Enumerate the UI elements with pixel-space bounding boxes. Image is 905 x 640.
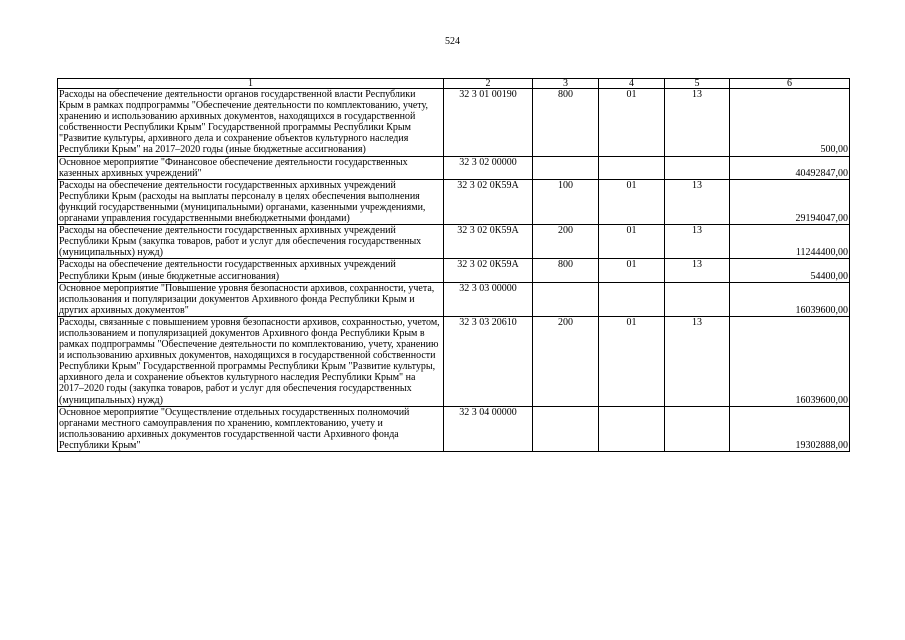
column-header: 4	[599, 79, 665, 89]
expense-type-code: 100	[533, 179, 599, 224]
column-header: 3	[533, 79, 599, 89]
expense-name: Расходы на обеспечение деятельности государственных архивных учреждений Республики Крым (расходы на выплаты персоналу в целях обеспечения выполнения функций государственными (муниципальными) органами, казенными учреждениями, органами управления государственными внебюджетными фондами)	[58, 179, 444, 224]
expense-type-code: 200	[533, 316, 599, 406]
expense-type-code: 800	[533, 259, 599, 282]
target-article-code: 32 3 01 00190	[444, 89, 533, 157]
column-header: 1	[58, 79, 444, 89]
table-row	[58, 282, 850, 316]
amount: 54400,00	[730, 259, 850, 282]
expense-name: Расходы на обеспечение деятельности государственных архивных учреждений Республики Крым (иные бюджетные ассигнования)	[58, 259, 444, 282]
page-number: 524	[445, 36, 460, 47]
column-header: 2	[444, 79, 533, 89]
expense-name: Расходы на обеспечение деятельности органов государственной власти Республики Крым в рамках подпрограммы "Обеспечение деятельности по комплектованию, учету, хранению и использованию архивных документов, находящихся в государственной собственности Республики Крым" Государственной программы Республики Крым "Развитие культуры, архивного дела и сохранение объектов культурного наследия Республики Крым" на 2017–2020 годы (иные бюджетные ассигнования)	[58, 89, 444, 157]
column-header: 6	[730, 79, 850, 89]
expense-type-code: 200	[533, 225, 599, 259]
amount: 40492847,00	[730, 156, 850, 179]
expense-type-code	[533, 282, 599, 316]
section-code: 01	[599, 89, 665, 157]
subsection-code: 13	[665, 179, 730, 224]
table-row	[58, 156, 850, 179]
section-code	[599, 282, 665, 316]
amount: 16039600,00	[730, 282, 850, 316]
expense-type-code: 800	[533, 89, 599, 157]
table-row	[58, 89, 850, 157]
amount: 19302888,00	[730, 406, 850, 451]
section-code: 01	[599, 316, 665, 406]
section-code	[599, 156, 665, 179]
section-code: 01	[599, 225, 665, 259]
subsection-code: 13	[665, 316, 730, 406]
table-row	[58, 406, 850, 451]
expense-type-code	[533, 406, 599, 451]
section-code: 01	[599, 259, 665, 282]
budget-table	[57, 78, 850, 452]
section-code: 01	[599, 179, 665, 224]
expense-name: Основное мероприятие "Повышение уровня безопасности архивов, сохранности, учета, использования и популяризации документов Архивного фонда Республики Крым и других архивных документов"	[58, 282, 444, 316]
target-article-code: 32 3 02 0К59А	[444, 225, 533, 259]
amount: 29194047,00	[730, 179, 850, 224]
subsection-code	[665, 282, 730, 316]
subsection-code: 13	[665, 225, 730, 259]
amount: 500,00	[730, 89, 850, 157]
table-row	[58, 179, 850, 224]
expense-name: Основное мероприятие "Финансовое обеспечение деятельности государственных казенных архивных учреждений"	[58, 156, 444, 179]
target-article-code: 32 3 03 20610	[444, 316, 533, 406]
expense-type-code	[533, 156, 599, 179]
subsection-code: 13	[665, 89, 730, 157]
target-article-code: 32 3 02 0К59А	[444, 179, 533, 224]
section-code	[599, 406, 665, 451]
expense-name: Расходы на обеспечение деятельности государственных архивных учреждений Республики Крым (закупка товаров, работ и услуг для обеспечения государственных (муниципальных) нужд)	[58, 225, 444, 259]
expense-name: Основное мероприятие "Осуществление отдельных государственных полномочий органами местного самоуправления по хранению, комплектованию, учету и использованию архивных документов государственной части Архивного фонда Республики Крым"	[58, 406, 444, 451]
column-header: 5	[665, 79, 730, 89]
target-article-code: 32 3 02 00000	[444, 156, 533, 179]
table-header-row	[58, 79, 850, 89]
target-article-code: 32 3 04 00000	[444, 406, 533, 451]
amount: 16039600,00	[730, 316, 850, 406]
target-article-code: 32 3 03 00000	[444, 282, 533, 316]
target-article-code: 32 3 02 0К59А	[444, 259, 533, 282]
table-row	[58, 316, 850, 406]
table-row	[58, 225, 850, 259]
table-row	[58, 259, 850, 282]
expense-name: Расходы, связанные с повышением уровня безопасности архивов, сохранностью, учетом, использованием и популяризацией документов Архивного фонда Республики Крым в рамках подпрограммы "Обеспечение деятельности по комплектованию, учету, хранению и использованию архивных документов, находящихся в государственной собственности Республики Крым" Государственной программы Республики Крым "Развитие культуры, архивного дела и сохранение объектов культурного наследия Республики Крым" на 2017–2020 годы (закупка товаров, работ и услуг для обеспечения государственных (муниципальных) нужд)	[58, 316, 444, 406]
amount: 11244400,00	[730, 225, 850, 259]
subsection-code	[665, 156, 730, 179]
subsection-code: 13	[665, 259, 730, 282]
subsection-code	[665, 406, 730, 451]
